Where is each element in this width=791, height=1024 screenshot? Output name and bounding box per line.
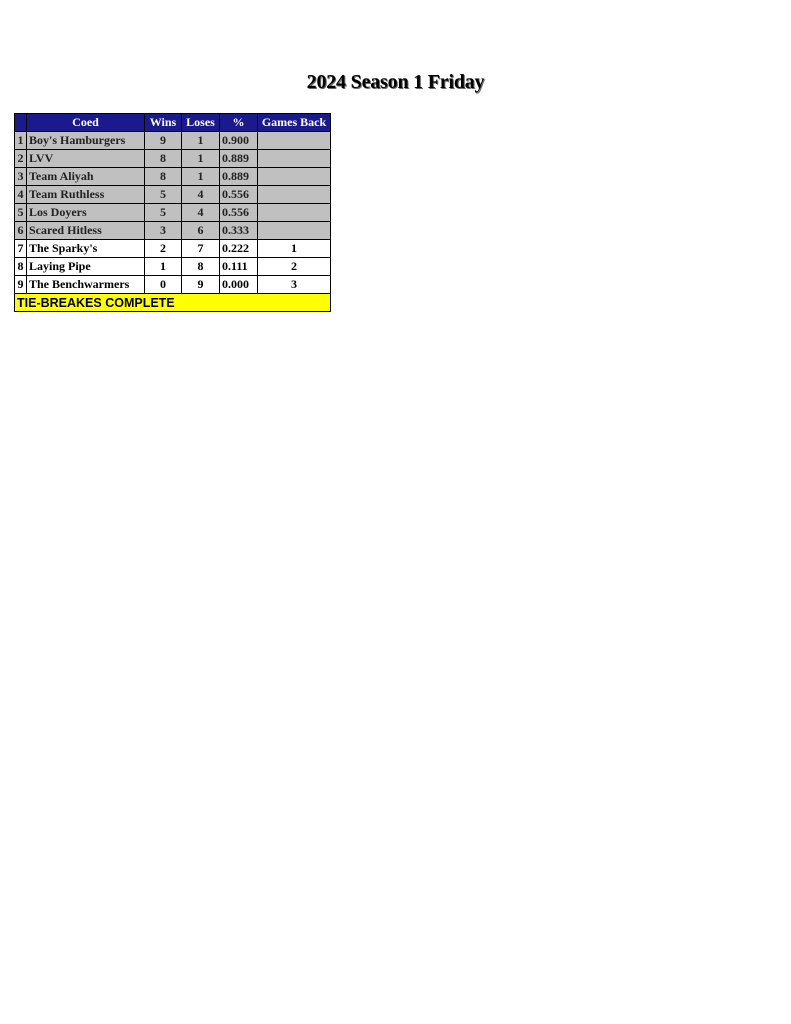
page-title: 2024 Season 1 Friday [306, 71, 485, 93]
rank-cell: 7 [15, 240, 27, 258]
wins-cell: 8 [145, 168, 182, 186]
pct-cell: 0.900 [220, 132, 258, 150]
table-row [15, 186, 331, 204]
rank-cell: 3 [15, 168, 27, 186]
table-row [15, 258, 331, 276]
pct-cell: 0.556 [220, 204, 258, 222]
games-back-cell [258, 150, 331, 168]
pct-cell: 0.111 [220, 258, 258, 276]
pct-cell: 0.000 [220, 276, 258, 294]
loses-cell: 6 [182, 222, 220, 240]
rank-cell: 5 [15, 204, 27, 222]
loses-cell: 1 [182, 150, 220, 168]
team-column-header: Coed [27, 114, 145, 132]
wins-cell: 3 [145, 222, 182, 240]
rank-column-header [15, 114, 27, 132]
loses-cell: 7 [182, 240, 220, 258]
pct-cell: 0.889 [220, 150, 258, 168]
loses-cell: 4 [182, 204, 220, 222]
wins-cell: 2 [145, 240, 182, 258]
loses-column-header: Loses [182, 114, 220, 132]
pct-cell: 0.889 [220, 168, 258, 186]
loses-cell: 1 [182, 132, 220, 150]
team-cell: Team Aliyah [27, 168, 145, 186]
team-cell: Boy's Hamburgers [27, 132, 145, 150]
table-row [15, 222, 331, 240]
rank-cell: 1 [15, 132, 27, 150]
team-cell: Team Ruthless [27, 186, 145, 204]
games-back-cell [258, 132, 331, 150]
wins-cell: 0 [145, 276, 182, 294]
games-back-column-header: Games Back [258, 114, 331, 132]
loses-cell: 1 [182, 168, 220, 186]
games-back-cell [258, 168, 331, 186]
games-back-cell: 1 [258, 240, 331, 258]
standings-table [14, 113, 331, 312]
team-cell: Laying Pipe [27, 258, 145, 276]
wins-cell: 1 [145, 258, 182, 276]
team-cell: LVV [27, 150, 145, 168]
games-back-cell: 3 [258, 276, 331, 294]
table-row [15, 150, 331, 168]
team-cell: The Benchwarmers [27, 276, 145, 294]
table-row [15, 240, 331, 258]
table-row [15, 276, 331, 294]
loses-cell: 4 [182, 186, 220, 204]
pct-cell: 0.333 [220, 222, 258, 240]
team-cell: Scared Hitless [27, 222, 145, 240]
team-cell: The Sparky's [27, 240, 145, 258]
wins-cell: 9 [145, 132, 182, 150]
wins-column-header: Wins [145, 114, 182, 132]
table-header-row [15, 114, 331, 132]
wins-cell: 5 [145, 204, 182, 222]
rank-cell: 6 [15, 222, 27, 240]
rank-cell: 8 [15, 258, 27, 276]
games-back-cell: 2 [258, 258, 331, 276]
pct-column-header: % [220, 114, 258, 132]
pct-cell: 0.556 [220, 186, 258, 204]
table-row [15, 168, 331, 186]
games-back-cell [258, 204, 331, 222]
rank-cell: 9 [15, 276, 27, 294]
games-back-cell [258, 222, 331, 240]
wins-cell: 8 [145, 150, 182, 168]
loses-cell: 9 [182, 276, 220, 294]
pct-cell: 0.222 [220, 240, 258, 258]
rank-cell: 4 [15, 186, 27, 204]
games-back-cell [258, 186, 331, 204]
tie-breaker-note: TIE-BREAKES COMPLETE [15, 294, 331, 312]
rank-cell: 2 [15, 150, 27, 168]
loses-cell: 8 [182, 258, 220, 276]
table-row [15, 132, 331, 150]
footer-row [15, 294, 331, 312]
wins-cell: 5 [145, 186, 182, 204]
table-row [15, 204, 331, 222]
team-cell: Los Doyers [27, 204, 145, 222]
